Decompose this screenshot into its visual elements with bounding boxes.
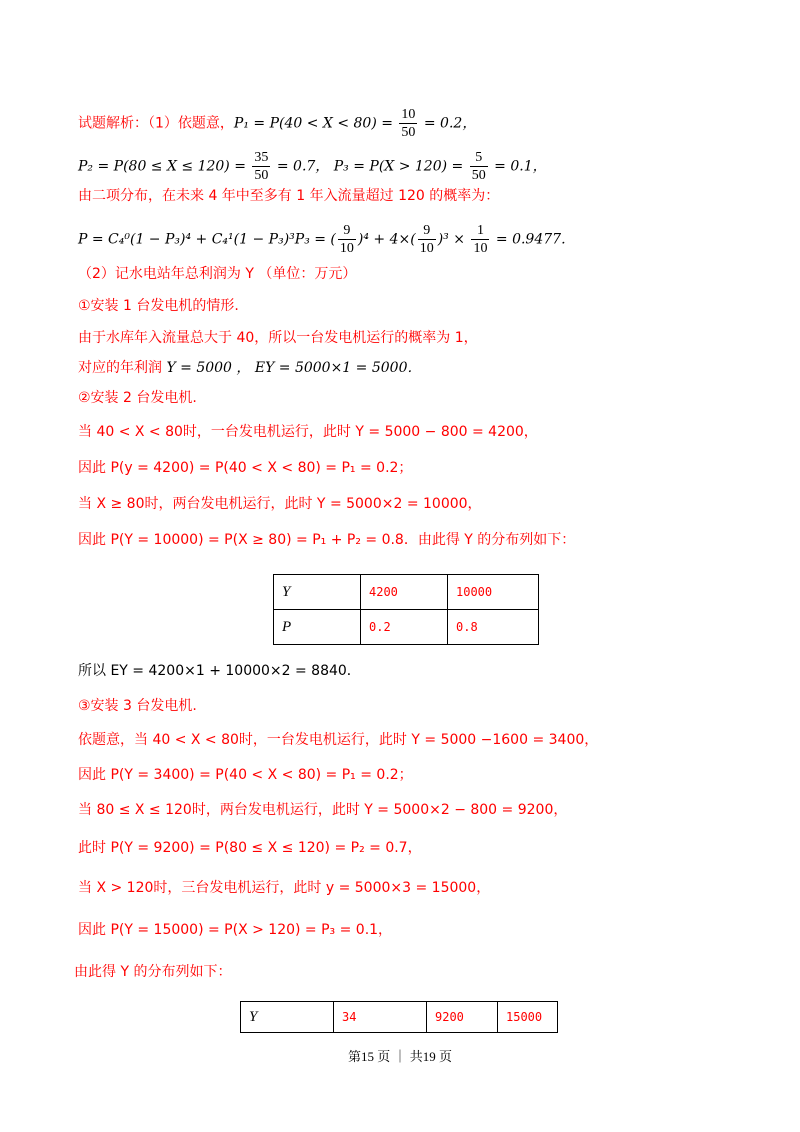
fraction-numerator: 1 [476, 223, 484, 238]
fraction-9-10 [338, 222, 356, 257]
case-1-profit [78, 358, 421, 378]
case-3-line-3: 当 80 ≤ X ≤ 120时，两台发电机运行，此时 Y = 5000×2 − 800 = 9200， [78, 802, 568, 818]
p3-value: = 0.1， [489, 158, 547, 175]
binomial-term: )⁴ + 4×( [357, 231, 416, 248]
fraction-denominator: 10 [339, 241, 354, 256]
case-3-line-2: 因此 P(Y = 3400) = P(40 < X < 80) = P₁ = 0.2； [78, 767, 413, 783]
fraction-9-10 [418, 222, 436, 257]
fraction-denominator: 50 [254, 168, 269, 183]
table-cell: P [274, 610, 361, 645]
p1-value: = 0.2， [419, 115, 477, 132]
case-2-line-4: 因此 P(Y = 10000) = P(X ≥ 80) = P₁ + P₂ = 0.8．由此得 Y 的分布列如下： [78, 532, 576, 548]
case-2-line-1: 当 40 < X < 80时，一台发电机运行，此时 Y = 5000 − 800 = 4200， [78, 424, 538, 440]
fraction-1-10 [471, 222, 489, 257]
fraction-5-50 [470, 149, 488, 184]
case-2-line-2: 因此 P(y = 4200) = P(40 < X < 80) = P₁ = 0.2； [78, 460, 413, 476]
solution-line-1 [78, 106, 476, 141]
fraction-numerator: 10 [401, 107, 416, 122]
case-3-line-6: 因此 P(Y = 15000) = P(X > 120) = P₃ = 0.1， [78, 922, 393, 938]
case-3-line-1: 依题意，当 40 < X < 80时，一台发电机运行，此时 Y = 5000 −1600 = 3400， [78, 732, 599, 748]
p1-expression: P₁ = P(40 < X < 80) = [233, 115, 398, 132]
table-row [241, 1002, 558, 1033]
table-cell: 4200 [361, 575, 448, 610]
case-2-expectation: 所以 EY = 4200×1 + 10000×2 = 8840． [78, 663, 361, 679]
case-1-heading: ①安装 1 台发电机的情形. [78, 298, 239, 314]
fraction-numerator: 9 [343, 223, 351, 238]
table-cell: 10000 [448, 575, 539, 610]
fraction-denominator: 10 [473, 241, 488, 256]
table-row [274, 610, 539, 645]
solution-label: 试题解析：（1）依题意， [78, 115, 234, 132]
table-row [274, 575, 539, 610]
table-cell: Y [241, 1002, 334, 1033]
fraction-numerator: 5 [475, 150, 483, 165]
table-cell: 0.8 [448, 610, 539, 645]
binomial-term: )³ × [437, 231, 470, 248]
case-3-heading: ③安装 3 台发电机. [78, 698, 197, 714]
case-2-heading: ②安装 2 台发电机. [78, 390, 197, 406]
fraction-denominator: 10 [419, 241, 434, 256]
part-2-heading: （2）记水电站年总利润为 Y （单位：万元） [78, 266, 357, 282]
fraction-10-50 [399, 106, 417, 141]
case-3-line-4: 此时 P(Y = 9200) = P(80 ≤ X ≤ 120) = P₂ = 0.7， [78, 840, 422, 856]
page-footer: 第15 页 ｜ 共19 页 [347, 1049, 452, 1064]
fraction-denominator: 50 [401, 125, 416, 140]
case-1-profit-label: 对应的年利润 [78, 360, 167, 376]
case-3-line-5: 当 X > 120时，三台发电机运行，此时 y = 5000×3 = 15000， [78, 880, 491, 896]
table-cell: 34 [334, 1002, 427, 1033]
table-cell: 15000 [498, 1002, 558, 1033]
case-2-line-3: 当 X ≥ 80时，两台发电机运行，此时 Y = 5000×2 = 10000， [78, 496, 482, 512]
solution-line-2 [78, 149, 547, 184]
binomial-intro: 由二项分布，在未来 4 年中至多有 1 年入流量超过 120 的概率为： [78, 188, 500, 204]
binomial-probability [78, 222, 575, 257]
distribution-table-2 [240, 1001, 558, 1033]
binomial-expression: P = C₄⁰(1 − P₃)⁴ + C₄¹(1 − P₃)³P₃ = ( [78, 231, 336, 248]
fraction-35-50 [252, 149, 270, 184]
fraction-denominator: 50 [471, 168, 486, 183]
table-cell: 0.2 [361, 610, 448, 645]
table-cell: Y [274, 575, 361, 610]
case-1-profit-expression: Y = 5000 ， EY = 5000×1 = 5000． [166, 360, 422, 376]
distribution-table-1 [273, 574, 539, 645]
fraction-numerator: 9 [423, 223, 431, 238]
fraction-numerator: 35 [254, 150, 269, 165]
p2-expression: P₂ = P(80 ≤ X ≤ 120) = [78, 158, 251, 175]
case-3-distribution-intro: 由此得 Y 的分布列如下： [74, 964, 232, 980]
case-1-reason: 由于水库年入流量总大于 40，所以一台发电机运行的概率为 1， [78, 330, 478, 346]
p3-expression: = 0.7， P₃ = P(X > 120) = [272, 158, 468, 175]
binomial-result: = 0.9477． [491, 231, 576, 248]
table-cell: 9200 [427, 1002, 498, 1033]
